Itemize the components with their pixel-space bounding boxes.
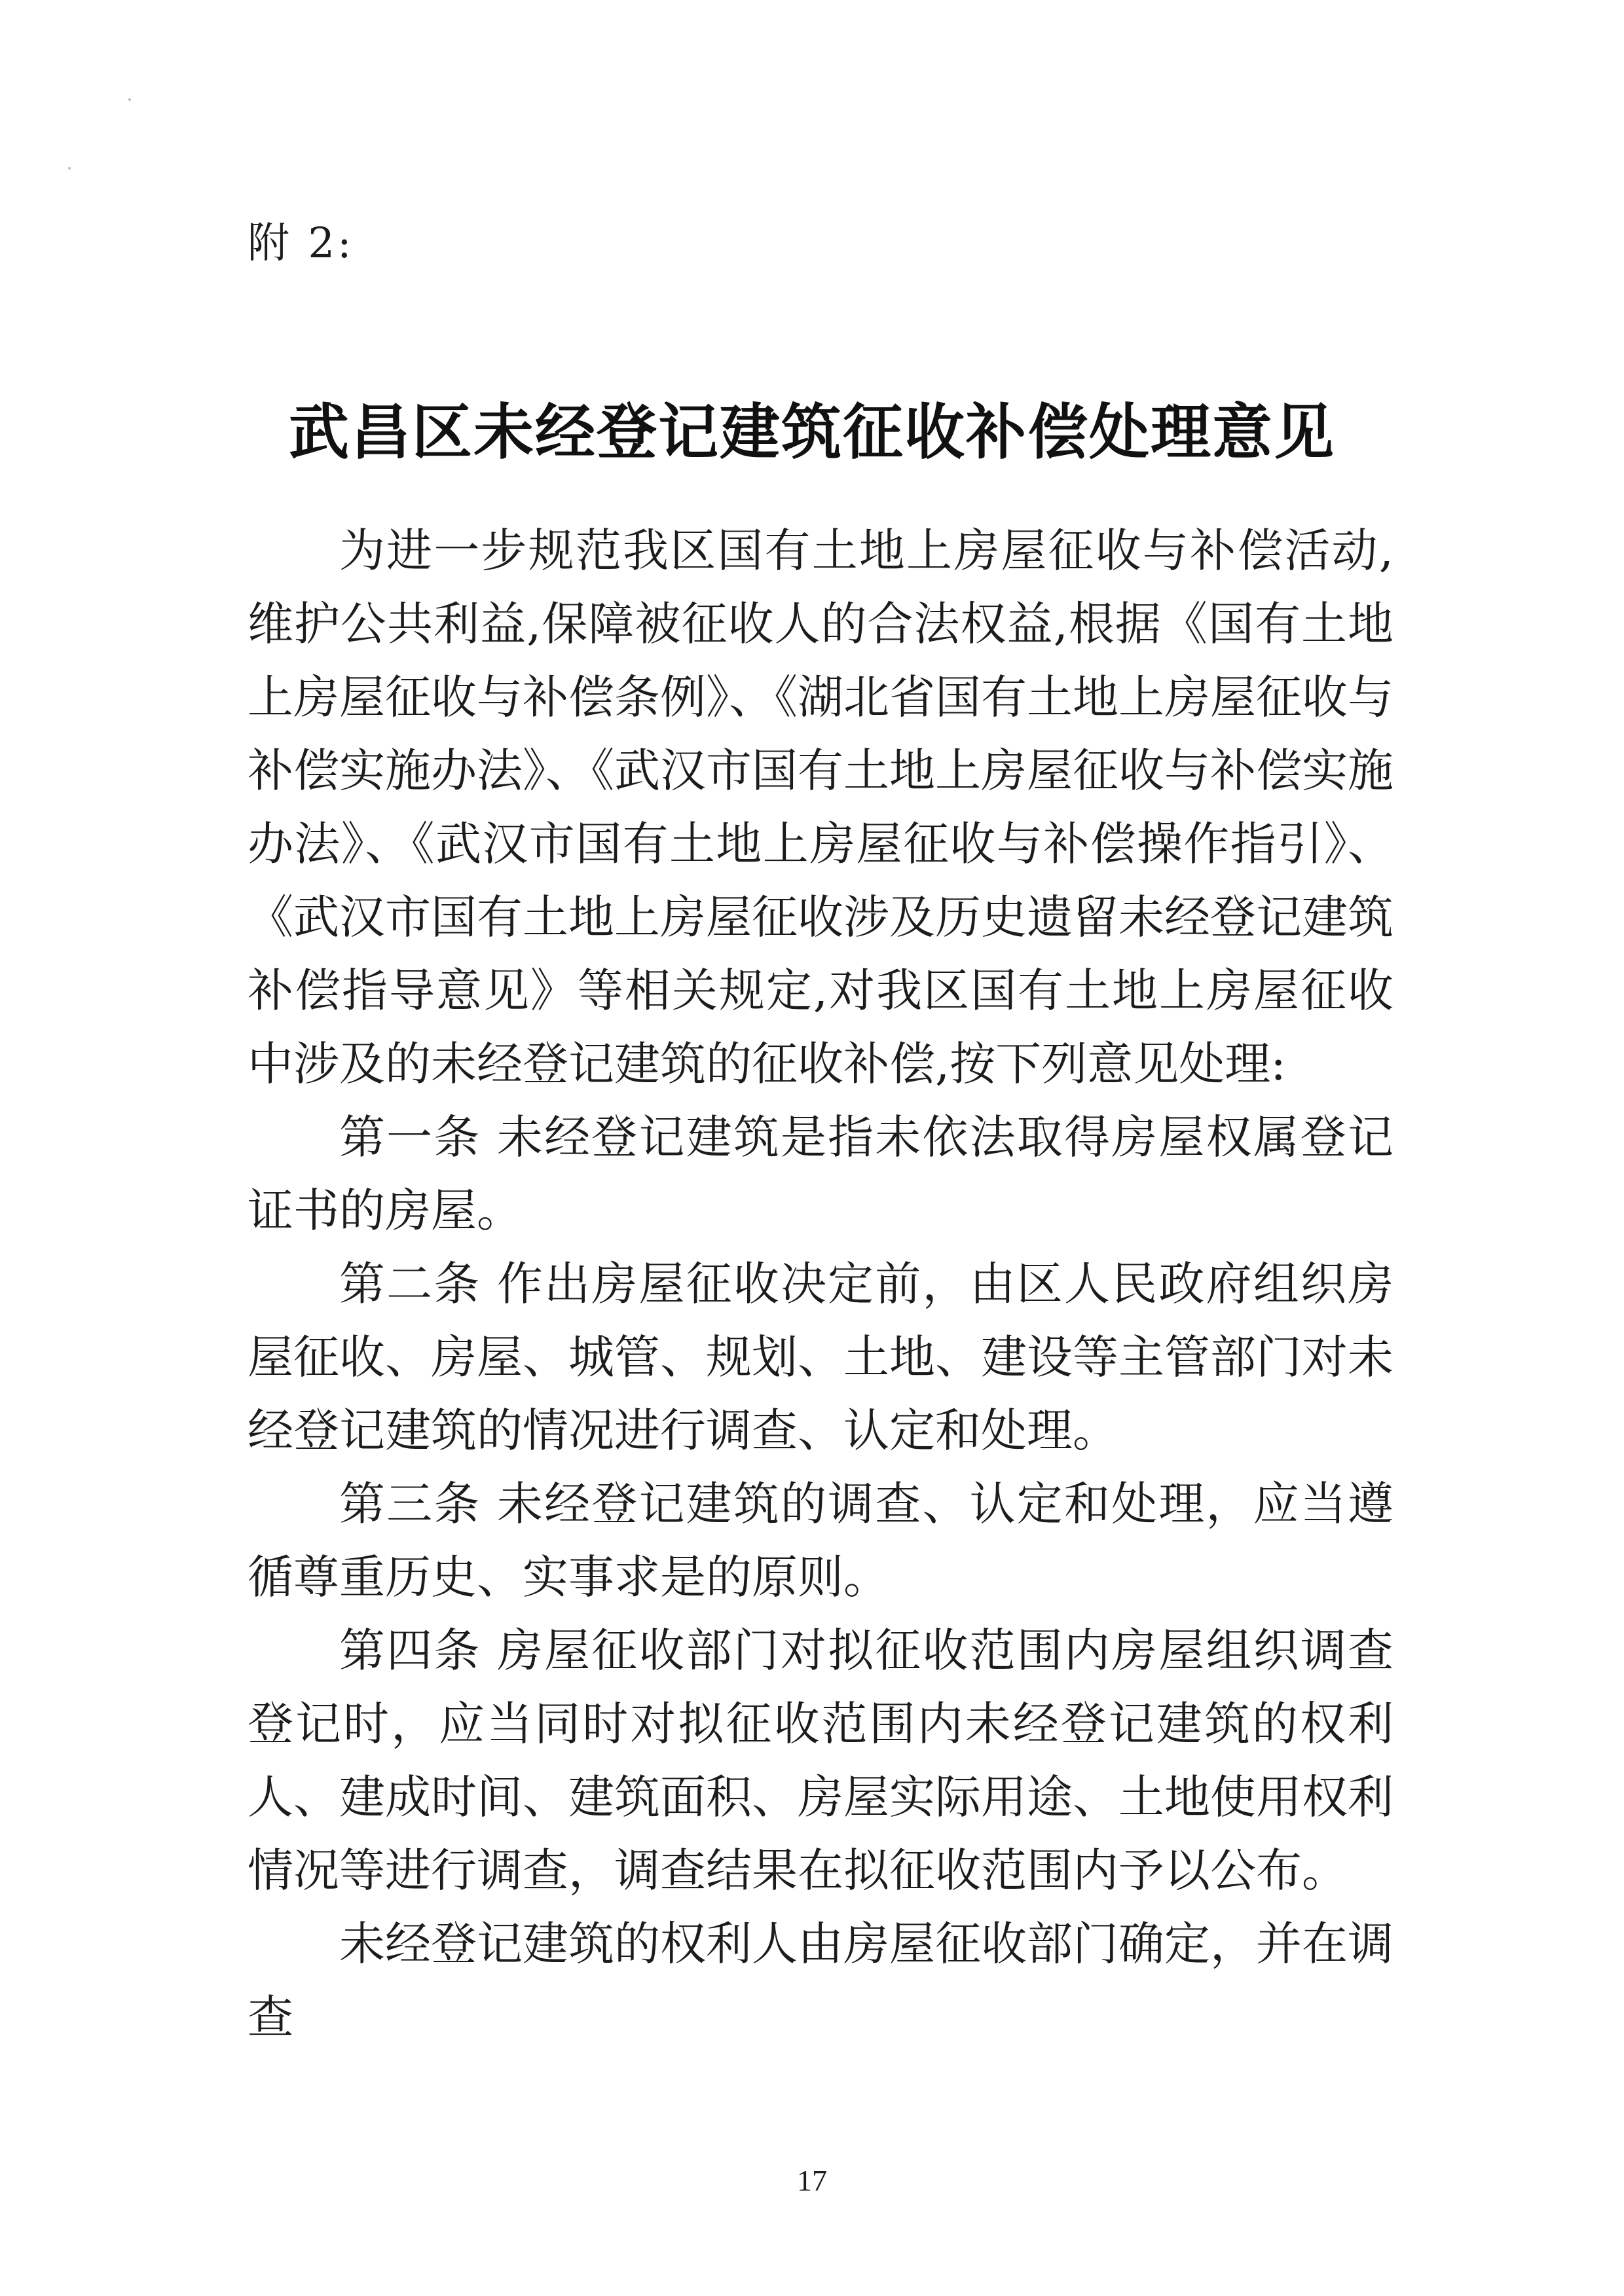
scan-speck	[128, 98, 131, 101]
annex-label: 附 2:	[248, 219, 354, 268]
scan-speck	[68, 167, 71, 170]
paragraph-article-3: 第三条 未经登记建筑的调查、认定和处理，应当遵循尊重历史、实事求是的原则。	[248, 1477, 1393, 1604]
page-number: 17	[797, 2164, 827, 2197]
document-title: 武昌区未经登记建筑征收补偿处理意见	[288, 397, 1335, 467]
paragraph-article-4-continued: 未经登记建筑的权利人由房屋征收部门确定，并在调查	[248, 1917, 1393, 2044]
paragraph-article-4: 第四条 房屋征收部门对拟征收范围内房屋组织调查登记时，应当同时对拟征收范围内未经登记建筑的权利人、建成时间、建筑面积、房屋实际用途、土地使用权利情况等进行调查，调查结果在拟征收范围内予以公布。	[248, 1624, 1393, 1897]
paragraph-intro: 为进一步规范我区国有土地上房屋征收与补偿活动,维护公共利益,保障被征收人的合法权益,根据《国有土地上房屋征收与补偿条例》、《湖北省国有土地上房屋征收与补偿实施办法》、《武汉市国有土地上房屋征收与补偿实施办法》、《武汉市国有土地上房屋征收与补偿操作指引》、《武汉市国有土地上房屋征收涉及历史遗留未经登记建筑补偿指导意见》等相关规定,对我区国有土地上房屋征收中涉及的未经登记建筑的征收补偿,按下列意见处理:	[248, 524, 1393, 1091]
paragraph-article-1: 第一条 未经登记建筑是指未依法取得房屋权属登记证书的房屋。	[248, 1110, 1393, 1237]
paragraph-article-2: 第二条 作出房屋征收决定前，由区人民政府组织房屋征收、房屋、城管、规划、土地、建设等主管部门对未经登记建筑的情况进行调查、认定和处理。	[248, 1257, 1393, 1457]
document-body	[248, 514, 1393, 2054]
